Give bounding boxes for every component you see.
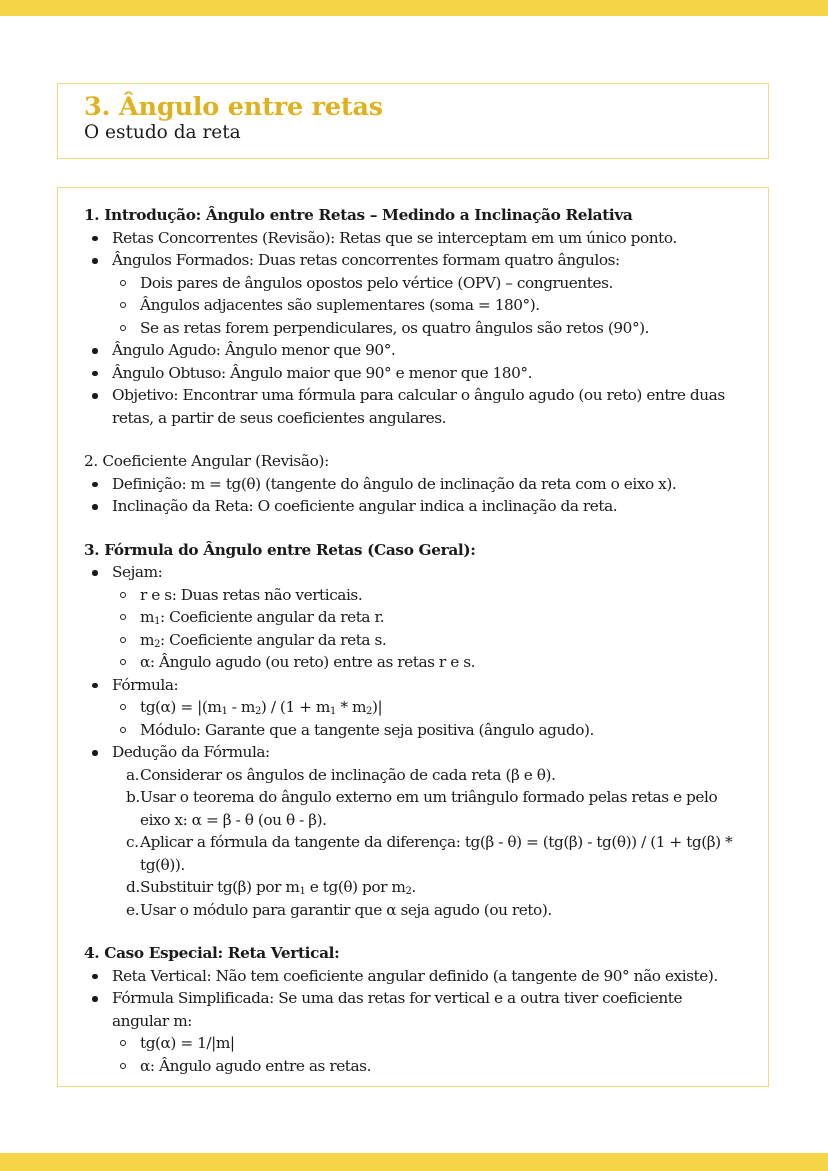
list-item-text: Ângulos Formados: Duas retas concorrentes formam quatro ângulos: bbox=[112, 251, 620, 269]
sub-list-item: Módulo: Garante que a tangente seja positiva (ângulo agudo). bbox=[140, 719, 742, 742]
sub-bullet-list bbox=[112, 696, 742, 741]
list-item bbox=[112, 987, 742, 1077]
step-text: Usar o módulo para garantir que α seja agudo (ou reto). bbox=[140, 900, 552, 919]
step-item bbox=[126, 876, 742, 899]
list-item-text: Fórmula: bbox=[112, 675, 179, 694]
subscript: 1 bbox=[330, 706, 336, 717]
section-formula-angulo bbox=[84, 539, 742, 922]
step-text: Considerar os ângulos de inclinação de cada reta (β e θ). bbox=[140, 765, 556, 784]
step-text: Usar o teorema do ângulo externo em um triângulo formado pelas retas e pelo eixo x: α = β - θ (ou θ - β). bbox=[140, 788, 718, 829]
sub-bullet-list bbox=[112, 1032, 742, 1077]
step-marker: e. bbox=[126, 900, 140, 919]
section-heading: 4. Caso Especial: Reta Vertical: bbox=[84, 944, 340, 962]
list-item: Reta Vertical: Não tem coeficiente angular definido (a tangente de 90° não existe). bbox=[112, 965, 742, 988]
subscript: 2 bbox=[254, 706, 261, 717]
content-card bbox=[57, 187, 769, 1087]
step-marker: a. bbox=[126, 765, 140, 784]
bullet-list bbox=[84, 473, 742, 518]
bullet-list bbox=[84, 227, 742, 430]
bullet-list bbox=[84, 965, 742, 1078]
list-item bbox=[112, 674, 742, 742]
list-item: Ângulo Agudo: Ângulo menor que 90°. bbox=[112, 339, 742, 362]
formula-part: )| bbox=[371, 698, 383, 716]
sub-list-item: Ângulos adjacentes são suplementares (soma = 180°). bbox=[140, 294, 742, 317]
subscript: 1 bbox=[299, 886, 306, 897]
formula-part: ) / (1 + m bbox=[260, 698, 330, 716]
sub-list-item: r e s: Duas retas não verticais. bbox=[140, 584, 742, 607]
step-text: . bbox=[411, 878, 416, 896]
list-item: Retas Concorrentes (Revisão): Retas que se interceptam em um único ponto. bbox=[112, 227, 742, 250]
step-marker: b. bbox=[126, 788, 140, 806]
subscript: 2 bbox=[154, 638, 160, 650]
section-reta-vertical bbox=[84, 942, 742, 1077]
step-item bbox=[126, 786, 742, 831]
bullet-list bbox=[84, 561, 742, 921]
sub-bullet-list bbox=[112, 584, 742, 674]
sub-list-item: Se as retas forem perpendiculares, os quatro ângulos são retos (90°). bbox=[140, 317, 742, 340]
lettered-list bbox=[112, 764, 742, 922]
page-title: 3. Ângulo entre retas bbox=[84, 92, 383, 122]
sub-bullet-list bbox=[112, 272, 742, 340]
list-item: Inclinação da Reta: O coeficiente angular indica a inclinação da reta. bbox=[112, 495, 742, 518]
sub-list-item: α: Ângulo agudo (ou reto) entre as retas r e s. bbox=[140, 651, 742, 674]
top-accent-bar bbox=[0, 0, 828, 16]
section-coeficiente-angular bbox=[84, 450, 742, 518]
subscript: 2 bbox=[405, 886, 412, 897]
list-item bbox=[112, 561, 742, 674]
list-item-text: Dedução da Fórmula: bbox=[112, 743, 270, 761]
list-item: Objetivo: Encontrar uma fórmula para calcular o ângulo agudo (ou reto) entre duas retas, a partir de seus coeficientes angulares. bbox=[112, 384, 742, 429]
section-heading: 1. Introdução: Ângulo entre Retas – Medindo a Inclinação Relativa bbox=[84, 206, 633, 224]
sub-list-item: Dois pares de ângulos opostos pelo vértice (OPV) – congruentes. bbox=[140, 272, 742, 295]
list-item bbox=[112, 741, 742, 921]
formula-part: * m bbox=[335, 698, 367, 716]
page-subtitle: O estudo da reta bbox=[84, 122, 241, 143]
sub-list-item bbox=[140, 629, 742, 652]
step-text: Aplicar a fórmula da tangente da diferença: tg(β - θ) = (tg(β) - tg(θ)) / (1 + tg(β) * tg(θ)). bbox=[140, 833, 733, 874]
list-item-text: : Coeficiente angular da reta r. bbox=[159, 608, 385, 626]
step-item bbox=[126, 899, 742, 922]
list-item: Definição: m = tg(θ) (tangente do ângulo de inclinação da reta com o eixo x). bbox=[112, 473, 742, 496]
subscript: 1 bbox=[221, 706, 228, 717]
section-introducao bbox=[84, 204, 742, 429]
section-heading: 2. Coeficiente Angular (Revisão): bbox=[84, 452, 329, 470]
formula-line: tg(α) = 1/|m| bbox=[140, 1032, 742, 1055]
subscript: 2 bbox=[366, 706, 372, 717]
step-text: e tg(θ) por m bbox=[305, 878, 406, 896]
list-item-text: : Coeficiente angular da reta s. bbox=[159, 630, 387, 649]
sub-list-item bbox=[140, 606, 742, 629]
sub-list-item: α: Ângulo agudo entre as retas. bbox=[140, 1055, 742, 1078]
list-item: Ângulo Obtuso: Ângulo maior que 90° e menor que 180°. bbox=[112, 362, 742, 385]
step-marker: d. bbox=[126, 878, 140, 896]
step-marker: c. bbox=[126, 833, 139, 851]
step-item bbox=[126, 831, 742, 876]
formula-part: tg(α) = |(m bbox=[140, 698, 222, 716]
subscript: 1 bbox=[154, 616, 160, 627]
formula-line bbox=[140, 696, 742, 719]
formula-part: - m bbox=[227, 698, 255, 716]
bottom-accent-bar bbox=[0, 1153, 828, 1171]
title-card bbox=[57, 83, 769, 159]
section-heading: 3. Fórmula do Ângulo entre Retas (Caso Geral): bbox=[84, 540, 476, 559]
step-text: Substituir tg(β) por m bbox=[140, 878, 300, 896]
list-item bbox=[112, 249, 742, 339]
step-item bbox=[126, 764, 742, 787]
list-item-text: Fórmula Simplificada: Se uma das retas for vertical e a outra tiver coeficiente angular m: bbox=[112, 989, 683, 1030]
list-item-text: Sejam: bbox=[112, 563, 163, 581]
math-m: m bbox=[140, 608, 155, 626]
math-m: m bbox=[140, 630, 155, 649]
